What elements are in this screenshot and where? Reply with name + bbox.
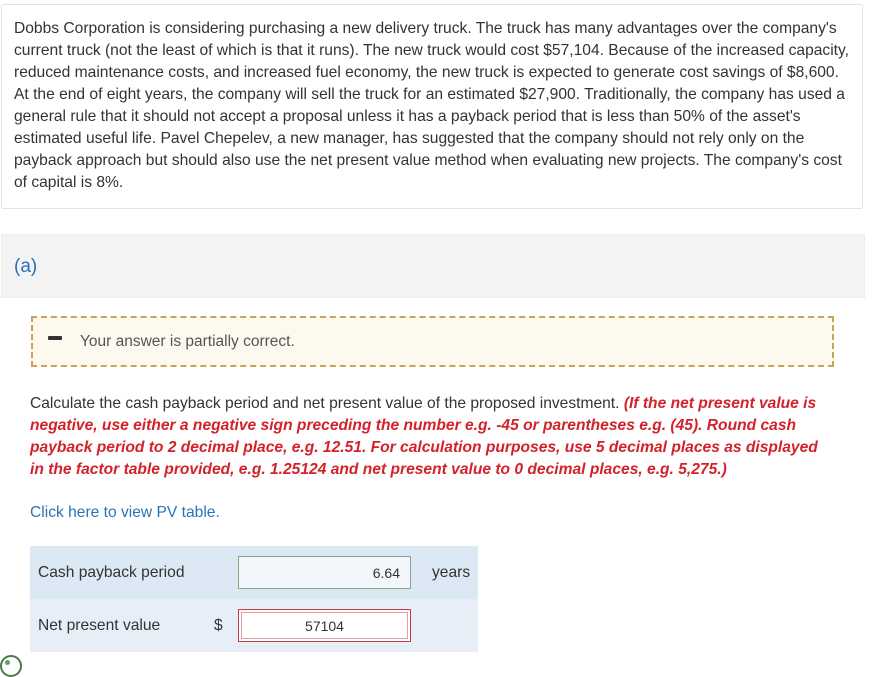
npv-input[interactable] bbox=[238, 609, 411, 642]
payback-input[interactable] bbox=[238, 556, 411, 589]
question-main: Calculate the cash payback period and net present value of the proposed investment. bbox=[30, 395, 624, 412]
npv-row bbox=[30, 599, 478, 652]
part-header bbox=[1, 234, 865, 298]
help-badge-icon[interactable] bbox=[0, 655, 22, 677]
payback-label: Cash payback period bbox=[38, 564, 185, 581]
part-label: (a) bbox=[14, 256, 38, 277]
npv-label: Net present value bbox=[38, 617, 161, 634]
problem-text: Dobbs Corporation is considering purchasing a new delivery truck. The truck has many advantages over the company's current truck (not the least of which is that it runs). The new truck would cost $57,104. Because of the increased capacity, reduced maintenance costs, and increased fuel economy, the new truck is expected to generate cost savings of $8,600. At the end of eight years, the company will sell the truck for an estimated $27,900. Traditionally, the company has used a general rule that it should not accept a proposal unless it has a payback period that is less than 50% of the asset's estimated useful life. Pavel Chepelev, a new manager, has suggested that the company should not rely only on the payback approach but should also use the net present value method when evaluating new projects. The company's cost of capital is 8%. bbox=[14, 20, 849, 191]
question-instructions: (If the net present value is negative, use either a negative sign preceding the number e.g. -45 or parentheses e.g. (45). Round cash payback period to 2 decimal place, e.g. 12.51. For calculation purposes, use 5 decimal places as displayed in the factor table provided, e.g. 1.25124 and net present value to 0 decimal places, e.g. 5,275.) bbox=[30, 395, 818, 478]
minus-icon bbox=[48, 336, 62, 340]
answer-table bbox=[30, 546, 478, 652]
question-text bbox=[30, 393, 830, 481]
feedback-text: Your answer is partially correct. bbox=[80, 333, 295, 350]
pv-table-link[interactable]: Click here to view PV table. bbox=[30, 504, 220, 521]
payback-row bbox=[30, 546, 478, 599]
payback-unit: years bbox=[432, 564, 471, 581]
dollar-sign: $ bbox=[214, 617, 223, 634]
